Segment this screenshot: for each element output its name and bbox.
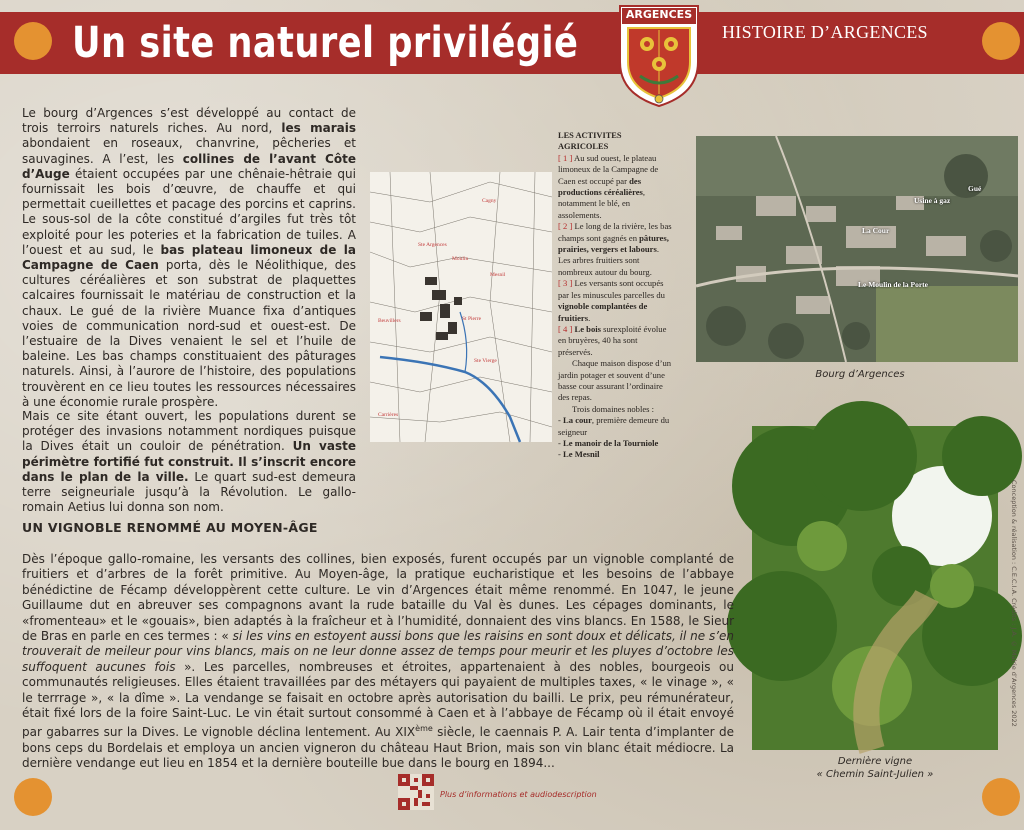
- qr-code[interactable]: [398, 774, 434, 810]
- map-label: Carrières: [378, 412, 399, 418]
- domain-item: - Le Mesnil: [558, 449, 600, 460]
- activity-item: [ 3 ] Les versants sont occupés par les minuscules parcelles du vignoble complantées de fruitiers.: [558, 278, 665, 323]
- corner-dot-top-right: [982, 22, 1020, 60]
- map-label: Moulin: [452, 256, 469, 262]
- domain-item: - La cour, première demeure du seigneur: [558, 415, 670, 437]
- aerial-photo-caption: Bourg d’Argences: [815, 369, 905, 380]
- activities-domains-intro: Trois domaines nobles :: [572, 403, 655, 414]
- highlight-marais: les marais: [281, 121, 357, 136]
- photo-label: Usine à gaz: [914, 196, 951, 205]
- map-drawing-icon: [370, 172, 552, 442]
- activity-item: [ 1 ] Au sud ouest, le plateau limoneux de la Campagne de Caen est occupé par des productions céréalières, notamment le blé, en assolements.: [558, 152, 659, 220]
- activities-heading: LES ACTIVITES AGRICOLES: [558, 131, 622, 152]
- crest-name: ARGENCES: [625, 8, 693, 21]
- activity-item: [ 4 ] Le bois surexploité évolue en bruyères, 40 ha sont préservés.: [558, 323, 667, 357]
- agricultural-activities: [558, 130, 672, 460]
- vineyard-paragraph: Dès l’époque gallo-romaine, les versants des collines, bien exposés, furent occupés par un vignoble complanté de fruitiers et d’arbres de la forêt primitive. Au Moyen-âge, la pratique eucharistique et les besoins de l’abbaye bénédictine de Fécamp développèrent cette culture. Le vin d’Argences était même renommé. En 1047, le jeune Guillaume dut en abreuver ses compagnons avant la rude bataille du Val ès dunes. Les cépages dominants, le «fromenteau» et le «gouais», bien adaptés à la fraîcheur et à l’humidité, donnaient des vins blancs. En 1588, le Sieur de Bras en parle en ces termes : « si les vins en estoyent aussi bons que les raisins en sont doux et délicats, il ne s’en trouverait de meileur pour vins blancs, mais on ne leur donne assez de temps pour meurir et les pluyes d’octobre les suffoquent aucunes fois ». Les parcelles, nombreuses et étroites, appartenaient à des nobles, bourgeois ou communautés religieuses. Elles étaient travaillées par des métayers qui payaient de multiples taxes, « le vinage », « le terrrage », « la dîme ». La vendange se faisait en octobre après autorisation du bailli. Le prix, peu rémunérateur, était fixé lors de la foire Saint-Luc. Le vin était surtout consommé à Caen et à l’abbaye de Fécamp où il était envoyé par gabarres sur la Dives. Le vignoble déclina lentement. Au XIXème siècle, le caennais P. A. Lair tenta d’implanter de bons ceps du Bordelais et employa un ancien vigneron du château Haut Brion, mais son vin blanc était médiocre. La dernière vendange eut lieu en 1854 et la dernière bouteille bue dans le bourg en 1894...: [22, 552, 734, 771]
- path-photo: [752, 426, 998, 750]
- town-crest: [618, 4, 700, 108]
- qr-caption: Plus d’informations et audiodescription: [440, 790, 597, 799]
- photo-label: La Cour: [862, 226, 890, 235]
- intro-paragraph-1: Le bourg d’Argences s’est développé au contact de trois terroirs naturels riches. Au nord, les marais abondaient en roseaux, chanvrine, pêcheries et sauvagines. A l’est, les collines de l’avant Côte d’Auge étaient occupées par une chênaie-hêtraie qui fournissait les bois d’œuvre, de chauffe et qui permettait cueillettes et pacage des porcins et caprins. Le sous-sol de la côte constitué d’argiles fut très tôt exploité pour les poteries et la fabrication de tuiles. A l’ouest et au sud, le bas plateau limoneux de la Campagne de Caen porta, dès le Néolithique, des cultures céréalières et son substrat de plaquettes calcaires fournissait le matériau de construction et la chaux. Le gué de la rivière Muance fixa d’antiques voies de communication nord-sud et ouest-est. De l’estuaire de la Dives venaient le sel et l’huile de baleine. Les bas champs constituaient des pâturages naturels. Ainsi, à l’aurore de l’histoire, des populations trouvèrent en ce lieu toutes les ressources nécessaires à une économie rurale prospère.: [22, 106, 357, 409]
- historic-map: [370, 172, 552, 442]
- highlight-collines: collines de l’avant Côte d’Auge: [22, 151, 356, 181]
- activities-house-text: Chaque maison dispose d’un jardin potager et souvent d’une basse cour assurant l’ordinaire des repas.: [558, 358, 672, 403]
- path-photo-caption-line1: Dernière vigne: [837, 756, 913, 767]
- qr-code-icon: [398, 774, 434, 810]
- activity-item: [ 2 ] Le long de la rivière, les bas champs sont gagnés en pâtures, prairies, vergers et labours. Les arbres fruitiers sont nombreux autour du bourg.: [558, 221, 672, 277]
- credits: Conception & réalisation : C.E.C.I.A. Crédits : J.A. © Mairie d’Argences 2022: [1010, 480, 1018, 727]
- domain-item: - Le manoir de la Tourniole: [558, 437, 659, 448]
- map-label: St Pierre: [462, 316, 482, 322]
- corner-dot-bottom-left: [14, 778, 52, 816]
- corner-dot-top-left: [14, 22, 52, 60]
- path-photo-caption-line2: « Chemin Saint-Julien »: [816, 769, 934, 780]
- corner-dot-bottom-right: [982, 778, 1020, 816]
- map-label: Beuvillers: [378, 318, 401, 324]
- highlight-fortified: Un vaste périmètre fortifié fut construit. Il s’inscrit encore dans le plan de la ville.: [22, 439, 356, 484]
- photo-label: Le Moulin de la Porte: [858, 280, 928, 289]
- page-title: Un site naturel privilégié: [72, 18, 579, 68]
- path-photo-image: [752, 426, 998, 750]
- highlight-plateau: bas plateau limoneux de la Campagne de Caen: [22, 242, 356, 273]
- map-label: Ste Vierge: [474, 358, 497, 364]
- sieur-de-bras-quote: si les vins en estoyent aussi bons que les raisins en sont doux et délicats, il ne s’en trouverait de meileur pour vins blancs, mais on ne leur donne assez de temps pour meurir et les pluyes d’octobre les suffoquent aucunes fois: [22, 629, 734, 674]
- section-label: HISTOIRE D’ARGENCES: [722, 22, 928, 42]
- map-label: Ste Argences: [418, 242, 447, 248]
- map-label: Cagny: [482, 198, 497, 204]
- photo-label: Gué: [968, 184, 982, 193]
- aerial-photo-image: [696, 136, 1018, 362]
- map-label: Mesnil: [490, 272, 506, 278]
- vineyard-heading: UN VIGNOBLE RENOMMÉ AU MOYEN-ÂGE: [22, 520, 318, 535]
- aerial-photo: [696, 136, 1018, 362]
- intro-paragraph-2: Mais ce site étant ouvert, les populations durent se protéger des invasions notamment nordiques puisque la Dives était un couloir de pénétration. Un vaste périmètre fortifié fut construit. Il s’inscrit encore dans le plan de la ville. Le quart sud-est demeura terre seigneuriale jusqu’à la Révolution. Le gallo-romain Aetius lui donna son nom.: [22, 409, 357, 515]
